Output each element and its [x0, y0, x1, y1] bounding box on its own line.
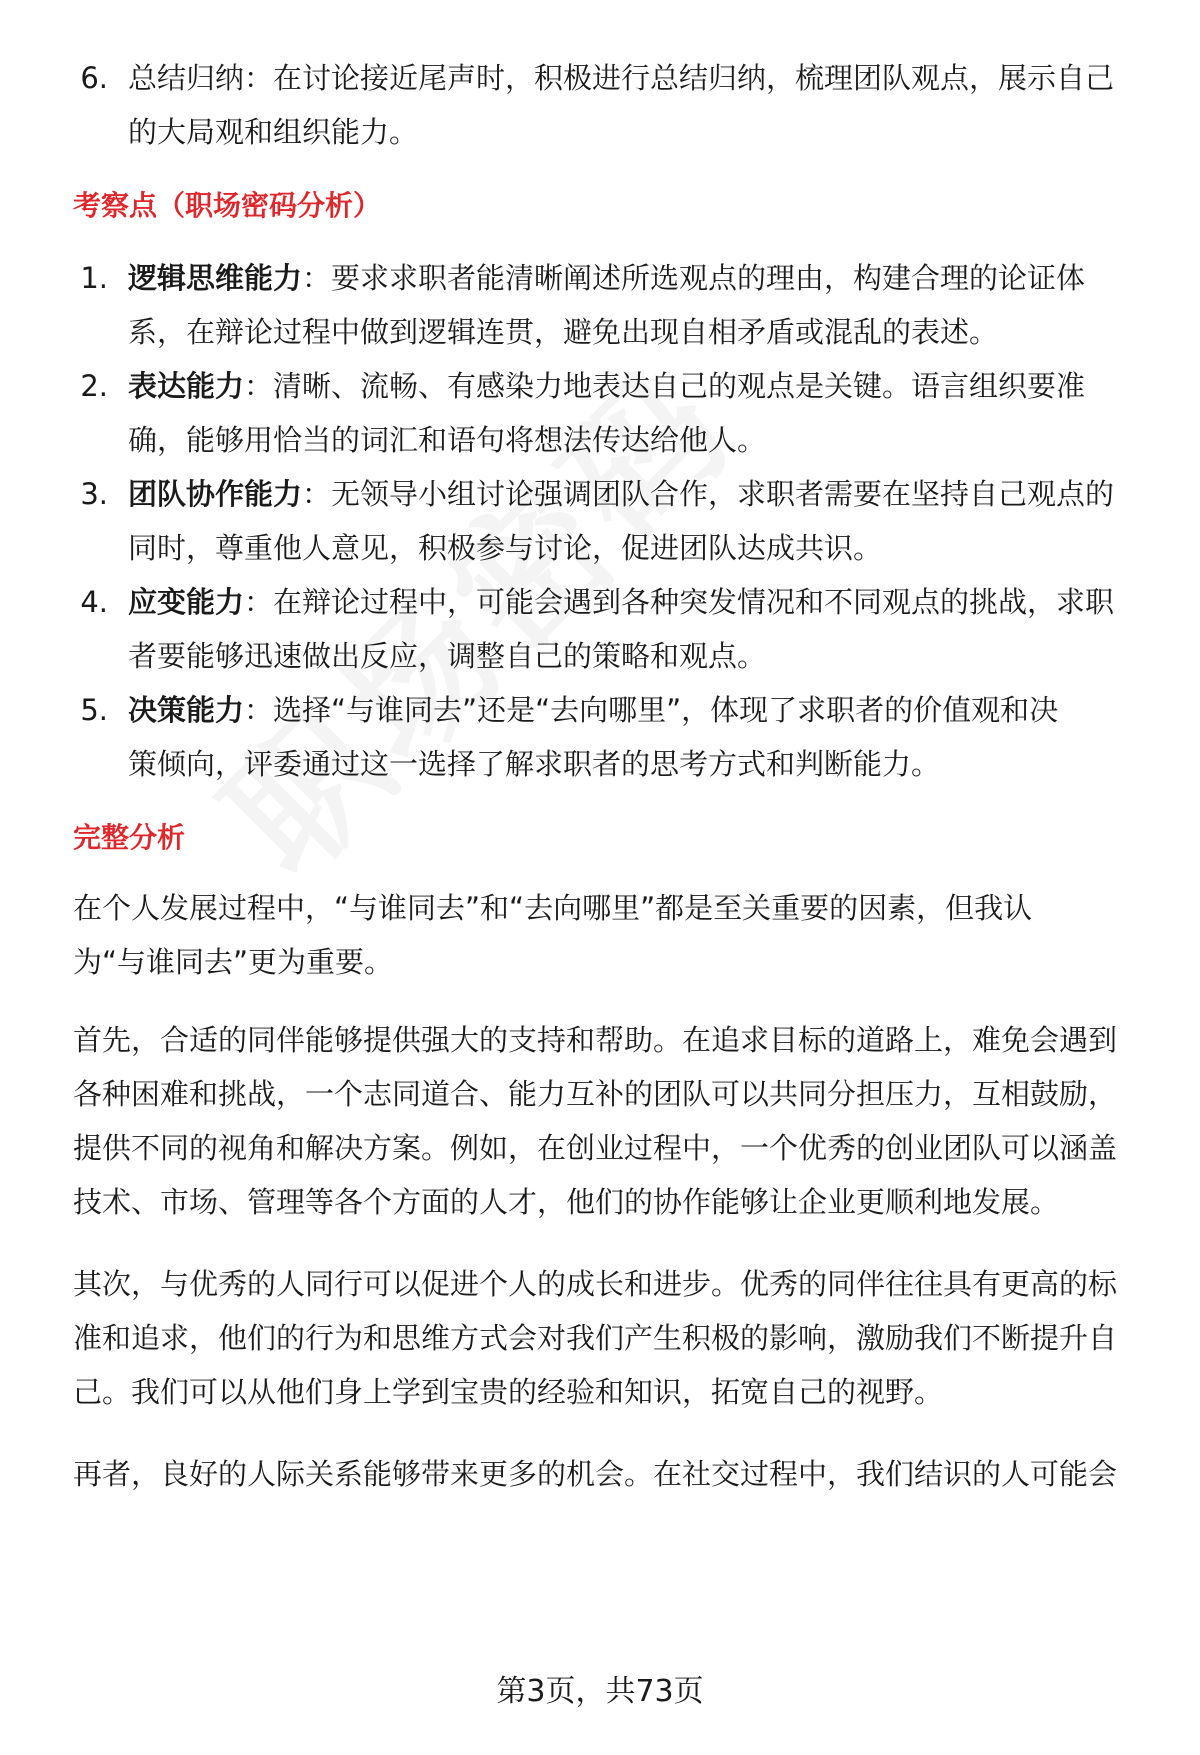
paragraph-line: 在个人发展过程中，“与谁同去”和“去向哪里”都是至关重要的因素，但我认 — [73, 891, 1033, 925]
section-heading: 考察点（职场密码分析） — [73, 189, 382, 222]
section-heading: 完整分析 — [73, 821, 186, 854]
paragraph-line: 技术、市场、管理等各个方面的人才，他们的协作能够让企业更顺利地发展。 — [73, 1185, 1060, 1219]
paragraph-line: 为“与谁同去”更为重要。 — [73, 945, 394, 979]
list-item-text: 策倾向，评委通过这一选择了解求职者的思考方式和判断能力。 — [128, 747, 941, 781]
list-item-text: 的大局观和组织能力。 — [128, 115, 419, 149]
page-number: 第3页，共73页 — [496, 1674, 704, 1709]
paragraph-line: 其次，与优秀的人同行可以促进个人的成长和进步。优秀的同伴往往具有更高的标 — [73, 1267, 1118, 1301]
term: 逻辑思维能力 — [128, 261, 303, 295]
term: 表达能力 — [128, 369, 245, 403]
list-item-text: 表达能力：清晰、流畅、有感染力地表达自己的观点是关键。语言组织要准 — [128, 369, 1086, 403]
paragraph-line: 各种困难和挑战，一个志同道合、能力互补的团队可以共同分担压力，互相鼓励， — [73, 1077, 1118, 1111]
list-number: 6. — [80, 61, 108, 95]
term: 决策能力 — [128, 693, 245, 727]
paragraph-line: 提供不同的视角和解决方案。例如，在创业过程中，一个优秀的创业团队可以涵盖 — [73, 1131, 1118, 1165]
watermark — [170, 124, 959, 913]
term: 团队协作能力 — [128, 477, 303, 511]
list-number: 1. — [80, 261, 108, 295]
list-item-text: 确，能够用恰当的词汇和语句将想法传达给他人。 — [128, 423, 767, 457]
term: 应变能力 — [128, 585, 245, 619]
list-number: 2. — [80, 369, 108, 403]
list-item-text: 应变能力：在辩论过程中，可能会遇到各种突发情况和不同观点的挑战，求职 — [128, 585, 1115, 619]
list-item-text: 逻辑思维能力：要求求职者能清晰阐述所选观点的理由，构建合理的论证体 — [128, 261, 1086, 295]
list-item-text: 同时，尊重他人意见，积极参与讨论，促进团队达成共识。 — [128, 531, 883, 565]
list-item-text: 者要能够迅速做出反应，调整自己的策略和观点。 — [128, 639, 767, 673]
paragraph-line: 准和追求，他们的行为和思维方式会对我们产生积极的影响，激励我们不断提升自 — [73, 1321, 1118, 1355]
list-number: 3. — [80, 477, 108, 511]
list-item-text: 总结归纳：在讨论接近尾声时，积极进行总结归纳，梳理团队观点，展示自己 — [128, 61, 1115, 95]
paragraph-line: 首先，合适的同伴能够提供强大的支持和帮助。在追求目标的道路上，难免会遇到 — [73, 1023, 1118, 1057]
list-number: 4. — [80, 585, 108, 619]
list-item-text: 系，在辩论过程中做到逻辑连贯，避免出现自相矛盾或混乱的表述。 — [128, 315, 999, 349]
list-number: 5. — [80, 693, 108, 727]
list-item-text: 决策能力：选择“与谁同去”还是“去向哪里”，体现了求职者的价值观和决 — [128, 693, 1059, 727]
list-item-text: 团队协作能力：无领导小组讨论强调团队合作，求职者需要在坚持自己观点的 — [128, 477, 1115, 511]
paragraph-line: 己。我们可以从他们身上学到宝贵的经验和知识，拓宽自己的视野。 — [73, 1375, 944, 1409]
paragraph-line: 再者，良好的人际关系能够带来更多的机会。在社交过程中，我们结识的人可能会 — [73, 1457, 1118, 1491]
